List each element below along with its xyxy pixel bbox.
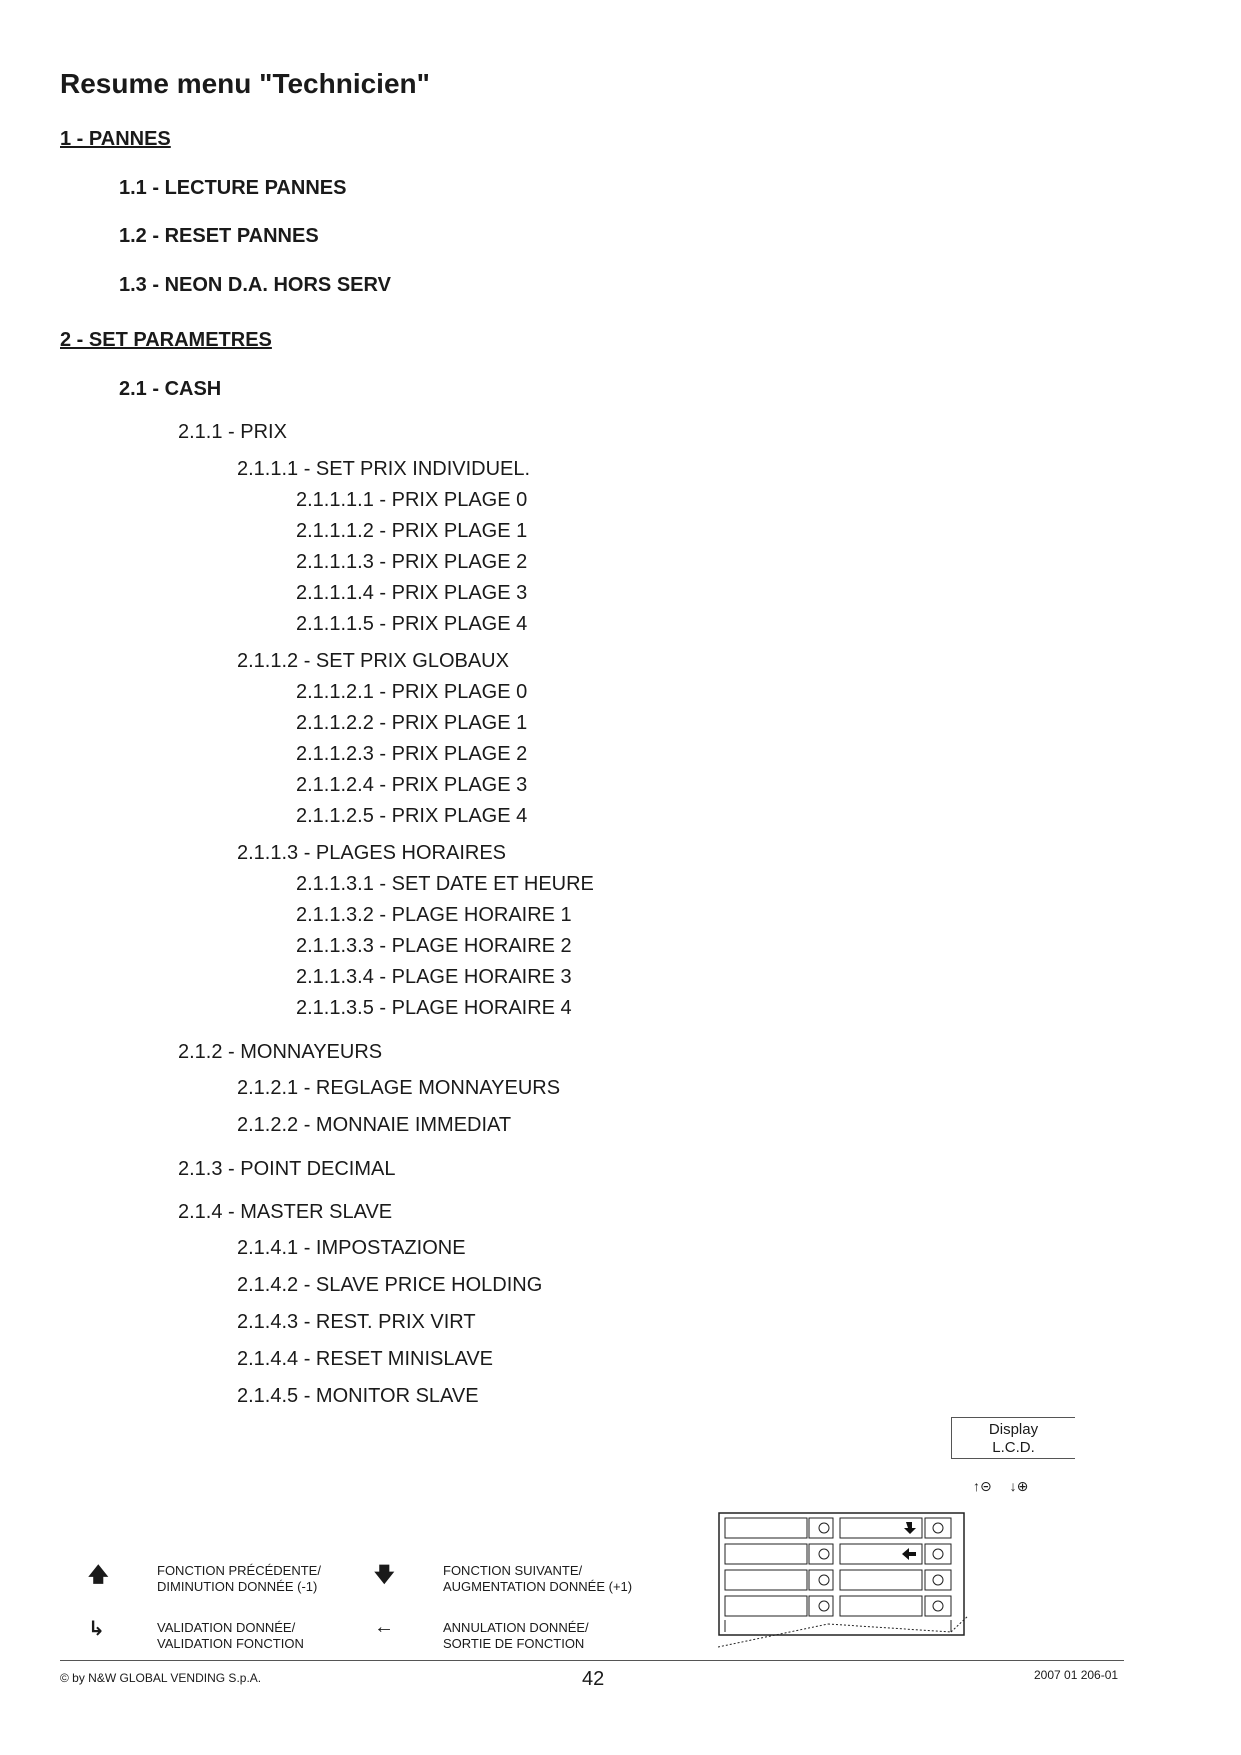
lcd-up-minus-key: ↑⊝ — [973, 1478, 992, 1494]
menu-item-neon-hors-serv: 1.3 - NEON D.A. HORS SERV — [119, 274, 391, 296]
list-item: 2.1.1.1.3 - PRIX PLAGE 2 — [296, 551, 528, 573]
menu-item-lecture-pannes: 1.1 - LECTURE PANNES — [119, 177, 347, 199]
footer-divider — [60, 1660, 1124, 1661]
menu-item-master-slave: 2.1.4 - MASTER SLAVE — [178, 1201, 393, 1223]
list-item: 2.1.1.2.1 - PRIX PLAGE 0 — [296, 681, 528, 703]
page-title: Resume menu "Technicien" — [60, 68, 430, 99]
menu-item-point-decimal: 2.1.3 - POINT DECIMAL — [178, 1158, 396, 1180]
list-item: 2.1.1.3.2 - PLAGE HORAIRE 1 — [296, 904, 572, 926]
section-heading-set-parametres: 2 - SET PARAMETRES — [60, 329, 272, 351]
arrow-up-icon: 🡅 — [88, 1564, 109, 1586]
document-code: 2007 01 206-01 — [1034, 1668, 1119, 1682]
legend-back-text — [443, 1620, 589, 1652]
lcd-key-symbols — [973, 1478, 1042, 1495]
lcd-display-label — [951, 1417, 1075, 1459]
list-item: 2.1.1.3.3 - PLAGE HORAIRE 2 — [296, 935, 572, 957]
panel-base-lines — [718, 1616, 968, 1647]
list-item: 2.1.1.2.3 - PRIX PLAGE 2 — [296, 743, 528, 765]
list-item: 2.1.4.4 - RESET MINISLAVE — [237, 1348, 494, 1370]
list-item: 2.1.1.2.5 - PRIX PLAGE 4 — [296, 805, 528, 827]
keypad-row — [725, 1518, 951, 1538]
menu-item-set-prix-individuel: 2.1.1.1 - SET PRIX INDIVIDUEL. — [237, 458, 531, 480]
panel-frame — [719, 1513, 964, 1635]
back-arrow-icon — [902, 1548, 916, 1560]
list-item: 2.1.1.2.4 - PRIX PLAGE 3 — [296, 774, 528, 796]
menu-item-prix: 2.1.1 - PRIX — [178, 421, 287, 443]
keypad-row — [725, 1596, 951, 1616]
list-item: 2.1.1.3.1 - SET DATE ET HEURE — [296, 873, 594, 895]
menu-item-reset-pannes: 1.2 - RESET PANNES — [119, 225, 319, 247]
menu-item-monnayeurs: 2.1.2 - MONNAYEURS — [178, 1041, 383, 1063]
list-item: 2.1.4.3 - REST. PRIX VIRT — [237, 1311, 476, 1333]
legend-enter-line2: VALIDATION FONCTION — [157, 1636, 304, 1651]
menu-item-reglage-monnayeurs: 2.1.2.1 - REGLAGE MONNAYEURS — [237, 1077, 561, 1099]
legend-up-line1: FONCTION PRÉCÉDENTE/ — [157, 1563, 321, 1578]
list-item: 2.1.1.1.2 - PRIX PLAGE 1 — [296, 520, 528, 542]
keypad-button-circles — [819, 1523, 943, 1611]
list-item: 2.1.1.3.4 - PLAGE HORAIRE 3 — [296, 966, 572, 988]
lcd-down-plus-key: ↓⊕ — [1009, 1478, 1029, 1494]
lcd-label-line1: Display — [988, 1421, 1039, 1438]
legend-back-line2: SORTIE DE FONCTION — [443, 1636, 585, 1651]
legend-down-line2: AUGMENTATION DONNÉE (+1) — [443, 1579, 633, 1594]
legend-up-text — [157, 1563, 321, 1595]
lcd-label-line2: L.C.D. — [992, 1439, 1035, 1456]
arrow-down-icon: 🡇 — [374, 1564, 395, 1586]
section-heading-pannes: 1 - PANNES — [60, 128, 171, 150]
keypad-row — [725, 1544, 951, 1564]
legend-up-line2: DIMINUTION DONNÉE (-1) — [157, 1579, 318, 1594]
legend-enter-text — [157, 1620, 304, 1652]
legend-back-line1: ANNULATION DONNÉE/ — [443, 1620, 589, 1635]
list-item: 2.1.4.1 - IMPOSTAZIONE — [237, 1237, 466, 1259]
enter-arrow-icon — [904, 1522, 916, 1534]
keypad-row — [725, 1570, 951, 1590]
list-item: 2.1.1.1.5 - PRIX PLAGE 4 — [296, 613, 528, 635]
menu-item-set-prix-globaux: 2.1.1.2 - SET PRIX GLOBAUX — [237, 650, 509, 672]
legend-down-text — [443, 1563, 632, 1595]
keypad-panel-illustration — [718, 1512, 968, 1652]
list-item: 2.1.4.2 - SLAVE PRICE HOLDING — [237, 1274, 543, 1296]
enter-arrow-icon: ↳ — [88, 1618, 105, 1640]
legend-down-line1: FONCTION SUIVANTE/ — [443, 1563, 583, 1578]
menu-item-monnaie-immediat: 2.1.2.2 - MONNAIE IMMEDIAT — [237, 1114, 512, 1136]
back-arrow-icon: ← — [374, 1616, 394, 1638]
legend-enter-line1: VALIDATION DONNÉE/ — [157, 1620, 296, 1635]
page-number: 42 — [582, 1668, 605, 1690]
footer-copyright: © by N&W GLOBAL VENDING S.p.A. — [60, 1671, 262, 1685]
list-item: 2.1.1.2.2 - PRIX PLAGE 1 — [296, 712, 528, 734]
menu-item-plages-horaires: 2.1.1.3 - PLAGES HORAIRES — [237, 842, 506, 864]
menu-item-cash: 2.1 - CASH — [119, 378, 222, 400]
list-item: 2.1.1.1.4 - PRIX PLAGE 3 — [296, 582, 528, 604]
list-item: 2.1.4.5 - MONITOR SLAVE — [237, 1385, 479, 1407]
list-item: 2.1.1.1.1 - PRIX PLAGE 0 — [296, 489, 528, 511]
list-item: 2.1.1.3.5 - PLAGE HORAIRE 4 — [296, 997, 572, 1019]
